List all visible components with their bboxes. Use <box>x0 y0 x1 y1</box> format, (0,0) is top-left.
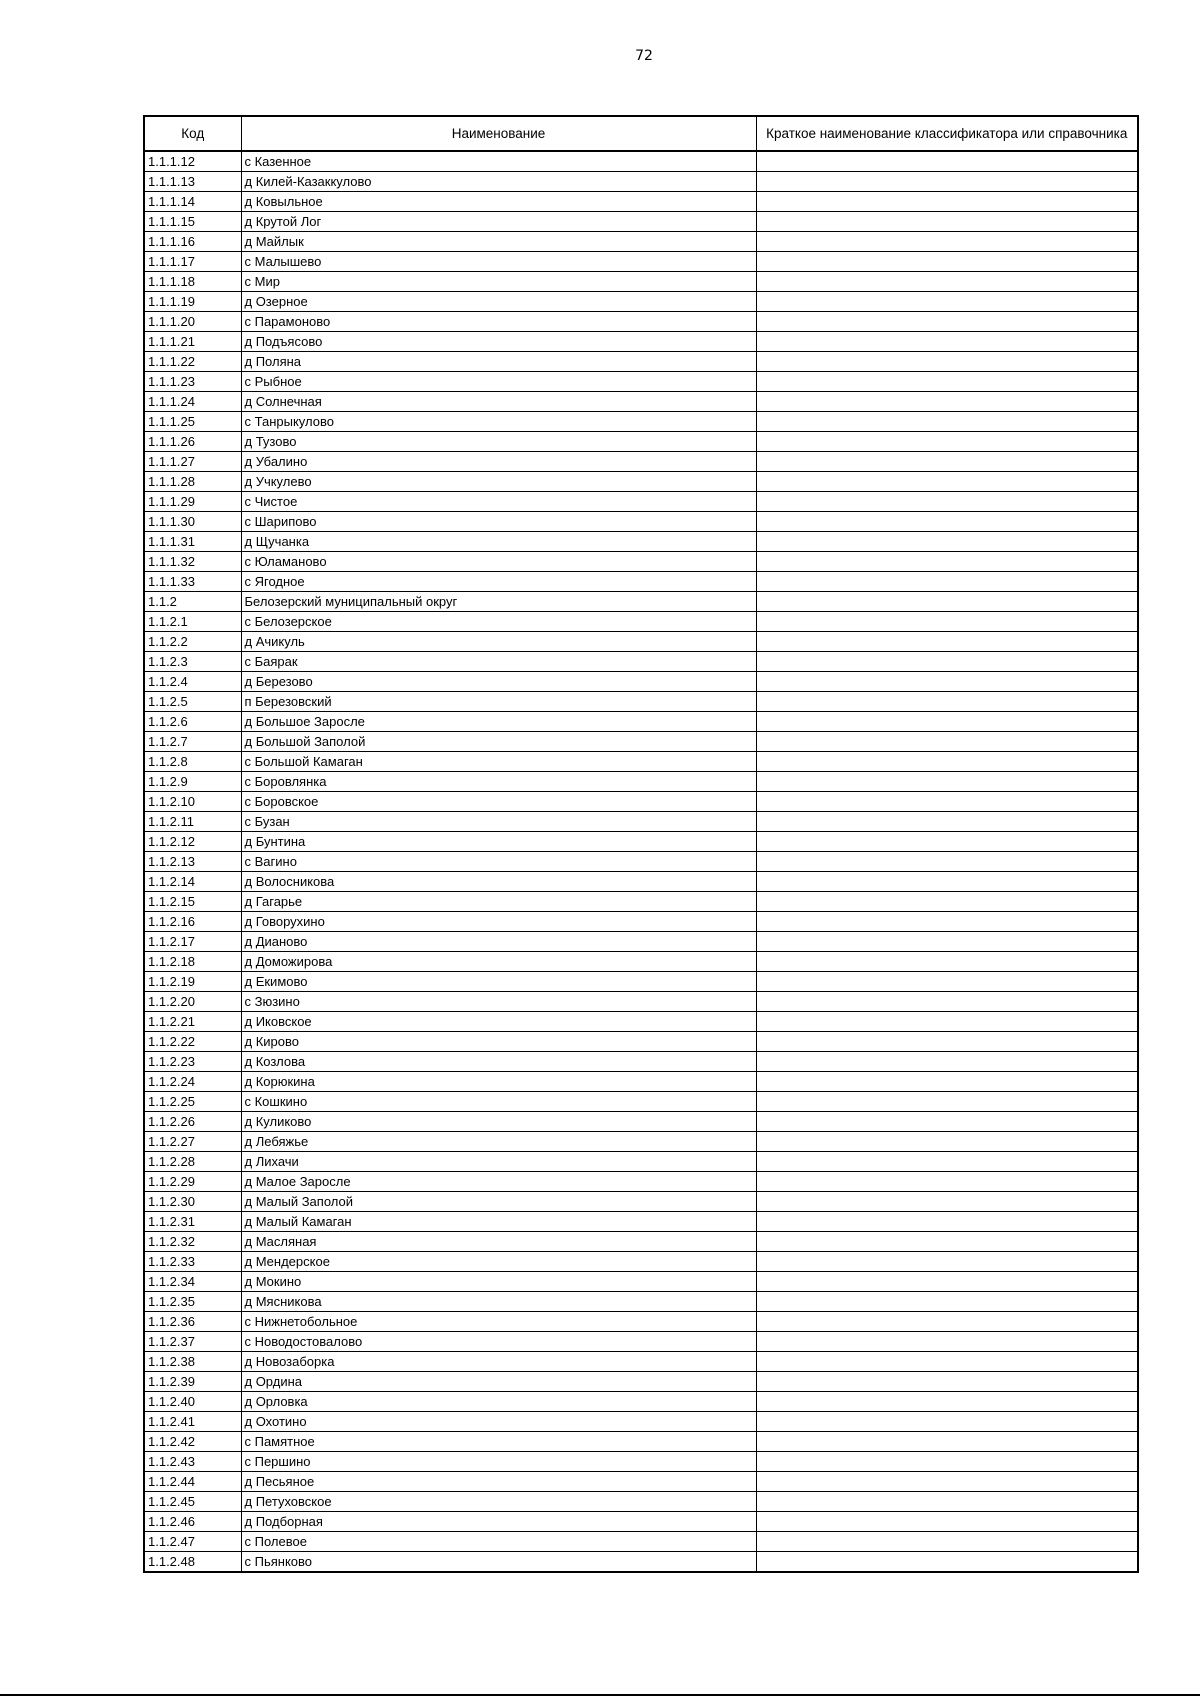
cell-name: д Малый Камаган <box>241 1212 756 1232</box>
cell-name: д Мокино <box>241 1272 756 1292</box>
cell-short-name <box>756 1172 1138 1192</box>
cell-short-name <box>756 1192 1138 1212</box>
table-row <box>144 432 1138 452</box>
cell-short-name <box>756 172 1138 192</box>
cell-name: д Кирово <box>241 1032 756 1052</box>
table-row <box>144 752 1138 772</box>
table-row <box>144 1312 1138 1332</box>
cell-name: д Ковыльное <box>241 192 756 212</box>
cell-code: 1.1.2.14 <box>144 872 241 892</box>
table-row <box>144 632 1138 652</box>
table-header <box>144 116 1138 151</box>
cell-short-name <box>756 592 1138 612</box>
cell-code: 1.1.2.5 <box>144 692 241 712</box>
cell-name: д Щучанка <box>241 532 756 552</box>
cell-short-name <box>756 1232 1138 1252</box>
cell-name: д Иковское <box>241 1012 756 1032</box>
table-row <box>144 692 1138 712</box>
table-row <box>144 352 1138 372</box>
cell-name: с Памятное <box>241 1432 756 1452</box>
cell-code: 1.1.1.27 <box>144 452 241 472</box>
cell-code: 1.1.1.20 <box>144 312 241 332</box>
table-row <box>144 1272 1138 1292</box>
cell-name: д Петуховское <box>241 1492 756 1512</box>
cell-name: д Гагарье <box>241 892 756 912</box>
table-row <box>144 1492 1138 1512</box>
cell-name: д Малое Заросле <box>241 1172 756 1192</box>
column-header-short-name: Краткое наименование классификатора или справочника <box>756 116 1138 151</box>
cell-name: д Убалино <box>241 452 756 472</box>
cell-code: 1.1.2.26 <box>144 1112 241 1132</box>
cell-name: с Пьянково <box>241 1552 756 1573</box>
table-row <box>144 1532 1138 1552</box>
cell-name: с Шарипово <box>241 512 756 532</box>
table-body <box>144 151 1138 1572</box>
cell-code: 1.1.2.38 <box>144 1352 241 1372</box>
cell-name: д Доможирова <box>241 952 756 972</box>
cell-short-name <box>756 972 1138 992</box>
cell-code: 1.1.1.18 <box>144 272 241 292</box>
cell-code: 1.1.2.7 <box>144 732 241 752</box>
cell-name: с Танрыкулово <box>241 412 756 432</box>
cell-short-name <box>756 1532 1138 1552</box>
table-row <box>144 1032 1138 1052</box>
cell-short-name <box>756 952 1138 972</box>
cell-short-name <box>756 632 1138 652</box>
cell-short-name <box>756 372 1138 392</box>
cell-code: 1.1.2.27 <box>144 1132 241 1152</box>
cell-short-name <box>756 1312 1138 1332</box>
cell-short-name <box>756 932 1138 952</box>
table-row <box>144 912 1138 932</box>
cell-short-name <box>756 1212 1138 1232</box>
table-row <box>144 292 1138 312</box>
table-row <box>144 532 1138 552</box>
cell-short-name <box>756 832 1138 852</box>
cell-name: с Парамоново <box>241 312 756 332</box>
cell-code: 1.1.1.12 <box>144 151 241 172</box>
cell-name: д Екимово <box>241 972 756 992</box>
cell-short-name <box>756 992 1138 1012</box>
cell-name: д Солнечная <box>241 392 756 412</box>
cell-short-name <box>756 432 1138 452</box>
cell-name: с Зюзино <box>241 992 756 1012</box>
cell-name: д Новозаборка <box>241 1352 756 1372</box>
cell-short-name <box>756 872 1138 892</box>
cell-name: д Крутой Лог <box>241 212 756 232</box>
table-row <box>144 472 1138 492</box>
table-row <box>144 832 1138 852</box>
table-row <box>144 252 1138 272</box>
cell-name: д Ордина <box>241 1372 756 1392</box>
cell-code: 1.1.2.10 <box>144 792 241 812</box>
cell-short-name <box>756 1332 1138 1352</box>
cell-code: 1.1.2.41 <box>144 1412 241 1432</box>
cell-short-name <box>756 1092 1138 1112</box>
cell-name: с Рыбное <box>241 372 756 392</box>
cell-short-name <box>756 512 1138 532</box>
cell-code: 1.1.2.29 <box>144 1172 241 1192</box>
cell-code: 1.1.1.33 <box>144 572 241 592</box>
cell-name: д Куликово <box>241 1112 756 1132</box>
cell-short-name <box>756 1032 1138 1052</box>
cell-short-name <box>756 1472 1138 1492</box>
table-row <box>144 1452 1138 1472</box>
cell-code: 1.1.2.13 <box>144 852 241 872</box>
table-row <box>144 1292 1138 1312</box>
table-row <box>144 652 1138 672</box>
cell-code: 1.1.2.35 <box>144 1292 241 1312</box>
cell-short-name <box>756 332 1138 352</box>
page-number: 72 <box>635 48 653 64</box>
cell-short-name <box>756 312 1138 332</box>
cell-short-name <box>756 1432 1138 1452</box>
table-row <box>144 1232 1138 1252</box>
cell-name: д Бунтина <box>241 832 756 852</box>
table-row <box>144 672 1138 692</box>
table-row <box>144 572 1138 592</box>
table-row <box>144 952 1138 972</box>
cell-short-name <box>756 1392 1138 1412</box>
table-row <box>144 992 1138 1012</box>
table-row <box>144 392 1138 412</box>
cell-name: д Большой Заполой <box>241 732 756 752</box>
cell-short-name <box>756 812 1138 832</box>
table-row <box>144 452 1138 472</box>
cell-short-name <box>756 1492 1138 1512</box>
cell-code: 1.1.2.43 <box>144 1452 241 1472</box>
table-row <box>144 1132 1138 1152</box>
classifier-table <box>143 115 1139 1573</box>
cell-short-name <box>756 1012 1138 1032</box>
cell-name: д Мендерское <box>241 1252 756 1272</box>
table-row <box>144 1412 1138 1432</box>
cell-code: 1.1.1.24 <box>144 392 241 412</box>
cell-code: 1.1.1.30 <box>144 512 241 532</box>
table-row <box>144 972 1138 992</box>
table-row <box>144 712 1138 732</box>
cell-code: 1.1.2.20 <box>144 992 241 1012</box>
cell-short-name <box>756 892 1138 912</box>
cell-code: 1.1.2.45 <box>144 1492 241 1512</box>
column-header-name: Наименование <box>241 116 756 151</box>
cell-code: 1.1.2.44 <box>144 1472 241 1492</box>
cell-name: с Бузан <box>241 812 756 832</box>
cell-code: 1.1.1.28 <box>144 472 241 492</box>
table-row <box>144 1432 1138 1452</box>
cell-name: д Подъясово <box>241 332 756 352</box>
cell-short-name <box>756 392 1138 412</box>
cell-code: 1.1.1.31 <box>144 532 241 552</box>
cell-name: д Малый Заполой <box>241 1192 756 1212</box>
cell-name: д Волосникова <box>241 872 756 892</box>
cell-code: 1.1.1.15 <box>144 212 241 232</box>
cell-code: 1.1.1.21 <box>144 332 241 352</box>
cell-code: 1.1.2.11 <box>144 812 241 832</box>
table-header-row <box>144 116 1138 151</box>
cell-code: 1.1.2.31 <box>144 1212 241 1232</box>
table-row <box>144 372 1138 392</box>
cell-code: 1.1.1.26 <box>144 432 241 452</box>
cell-name: д Ачикуль <box>241 632 756 652</box>
cell-short-name <box>756 352 1138 372</box>
table-row <box>144 892 1138 912</box>
cell-code: 1.1.2.36 <box>144 1312 241 1332</box>
cell-short-name <box>756 272 1138 292</box>
cell-short-name <box>756 532 1138 552</box>
cell-short-name <box>756 492 1138 512</box>
cell-name: д Учкулево <box>241 472 756 492</box>
cell-code: 1.1.2.8 <box>144 752 241 772</box>
cell-code: 1.1.2.47 <box>144 1532 241 1552</box>
cell-code: 1.1.2.17 <box>144 932 241 952</box>
cell-name: д Говорухино <box>241 912 756 932</box>
cell-short-name <box>756 652 1138 672</box>
cell-code: 1.1.2.33 <box>144 1252 241 1272</box>
cell-code: 1.1.2.39 <box>144 1372 241 1392</box>
cell-name: д Большое Заросле <box>241 712 756 732</box>
cell-short-name <box>756 1372 1138 1392</box>
cell-code: 1.1.1.14 <box>144 192 241 212</box>
cell-code: 1.1.1.32 <box>144 552 241 572</box>
table-row <box>144 1352 1138 1372</box>
table-row <box>144 1152 1138 1172</box>
cell-code: 1.1.1.17 <box>144 252 241 272</box>
cell-code: 1.1.2.6 <box>144 712 241 732</box>
cell-name: д Охотино <box>241 1412 756 1432</box>
cell-name: с Новодостовалово <box>241 1332 756 1352</box>
cell-short-name <box>756 412 1138 432</box>
cell-name: с Боровское <box>241 792 756 812</box>
table-row <box>144 1332 1138 1352</box>
cell-code: 1.1.2.9 <box>144 772 241 792</box>
table-row <box>144 1092 1138 1112</box>
cell-code: 1.1.2.22 <box>144 1032 241 1052</box>
cell-name: с Полевое <box>241 1532 756 1552</box>
table-row <box>144 932 1138 952</box>
cell-short-name <box>756 1052 1138 1072</box>
cell-code: 1.1.2.23 <box>144 1052 241 1072</box>
cell-code: 1.1.2.28 <box>144 1152 241 1172</box>
cell-name: д Лебяжье <box>241 1132 756 1152</box>
table-row <box>144 1552 1138 1573</box>
cell-code: 1.1.2.1 <box>144 612 241 632</box>
cell-name: с Белозерское <box>241 612 756 632</box>
cell-name: с Баярак <box>241 652 756 672</box>
cell-code: 1.1.2.40 <box>144 1392 241 1412</box>
cell-code: 1.1.2.25 <box>144 1092 241 1112</box>
table-row <box>144 1172 1138 1192</box>
table-row <box>144 792 1138 812</box>
cell-short-name <box>756 292 1138 312</box>
cell-short-name <box>756 1112 1138 1132</box>
cell-name: д Подборная <box>241 1512 756 1532</box>
cell-short-name <box>756 752 1138 772</box>
table-row <box>144 772 1138 792</box>
table-row <box>144 1252 1138 1272</box>
table-row <box>144 1372 1138 1392</box>
table-row <box>144 272 1138 292</box>
cell-name: д Лихачи <box>241 1152 756 1172</box>
cell-short-name <box>756 192 1138 212</box>
table-row <box>144 852 1138 872</box>
table-row <box>144 412 1138 432</box>
cell-code: 1.1.2.24 <box>144 1072 241 1092</box>
cell-code: 1.1.2.30 <box>144 1192 241 1212</box>
table-row <box>144 332 1138 352</box>
cell-code: 1.1.2.21 <box>144 1012 241 1032</box>
cell-code: 1.1.2.19 <box>144 972 241 992</box>
bottom-rule <box>0 1694 1200 1696</box>
cell-code: 1.1.1.25 <box>144 412 241 432</box>
cell-short-name <box>756 792 1138 812</box>
table-row <box>144 192 1138 212</box>
cell-code: 1.1.1.13 <box>144 172 241 192</box>
cell-name: д Килей-Казаккулово <box>241 172 756 192</box>
table-row <box>144 1392 1138 1412</box>
cell-short-name <box>756 912 1138 932</box>
cell-name: д Козлова <box>241 1052 756 1072</box>
cell-short-name <box>756 252 1138 272</box>
cell-code: 1.1.2.16 <box>144 912 241 932</box>
cell-short-name <box>756 552 1138 572</box>
cell-name: с Малышево <box>241 252 756 272</box>
cell-code: 1.1.2.46 <box>144 1512 241 1532</box>
cell-name: с Большой Камаган <box>241 752 756 772</box>
table-row <box>144 232 1138 252</box>
cell-code: 1.1.2.34 <box>144 1272 241 1292</box>
table-row <box>144 732 1138 752</box>
cell-name: с Боровлянка <box>241 772 756 792</box>
table-row <box>144 552 1138 572</box>
cell-short-name <box>756 572 1138 592</box>
cell-short-name <box>756 692 1138 712</box>
cell-short-name <box>756 672 1138 692</box>
cell-short-name <box>756 452 1138 472</box>
cell-short-name <box>756 1132 1138 1152</box>
cell-name: д Майлык <box>241 232 756 252</box>
cell-code: 1.1.2.3 <box>144 652 241 672</box>
table-row <box>144 1472 1138 1492</box>
cell-name: д Масляная <box>241 1232 756 1252</box>
table-row <box>144 872 1138 892</box>
cell-code: 1.1.2.2 <box>144 632 241 652</box>
table-row <box>144 1052 1138 1072</box>
cell-code: 1.1.1.19 <box>144 292 241 312</box>
cell-name: д Корюкина <box>241 1072 756 1092</box>
cell-short-name <box>756 1412 1138 1432</box>
cell-code: 1.1.2.15 <box>144 892 241 912</box>
cell-short-name <box>756 1252 1138 1272</box>
cell-name: с Кошкино <box>241 1092 756 1112</box>
table-row <box>144 1012 1138 1032</box>
cell-short-name <box>756 712 1138 732</box>
table-row <box>144 1212 1138 1232</box>
cell-code: 1.1.1.29 <box>144 492 241 512</box>
cell-name: с Мир <box>241 272 756 292</box>
cell-name: д Поляна <box>241 352 756 372</box>
cell-short-name <box>756 1292 1138 1312</box>
cell-code: 1.1.2.48 <box>144 1552 241 1573</box>
cell-short-name <box>756 1072 1138 1092</box>
cell-code: 1.1.1.22 <box>144 352 241 372</box>
cell-name: д Озерное <box>241 292 756 312</box>
cell-name: п Березовский <box>241 692 756 712</box>
cell-short-name <box>756 1352 1138 1372</box>
cell-code: 1.1.2.42 <box>144 1432 241 1452</box>
table-row <box>144 592 1138 612</box>
cell-code: 1.1.2 <box>144 592 241 612</box>
cell-name: д Березово <box>241 672 756 692</box>
table-row <box>144 212 1138 232</box>
cell-name: д Песьяное <box>241 1472 756 1492</box>
table-row <box>144 312 1138 332</box>
cell-code: 1.1.2.18 <box>144 952 241 972</box>
cell-short-name <box>756 1452 1138 1472</box>
cell-code: 1.1.2.4 <box>144 672 241 692</box>
table-row <box>144 812 1138 832</box>
cell-short-name <box>756 1512 1138 1532</box>
cell-name: с Казенное <box>241 151 756 172</box>
table-row <box>144 172 1138 192</box>
cell-name: с Вагино <box>241 852 756 872</box>
cell-short-name <box>756 1152 1138 1172</box>
table-row <box>144 1512 1138 1532</box>
cell-short-name <box>756 732 1138 752</box>
table-row <box>144 1112 1138 1132</box>
table-row <box>144 492 1138 512</box>
cell-name: с Першино <box>241 1452 756 1472</box>
cell-short-name <box>756 1552 1138 1573</box>
cell-short-name <box>756 772 1138 792</box>
cell-short-name <box>756 612 1138 632</box>
cell-code: 1.1.2.32 <box>144 1232 241 1252</box>
cell-name: д Тузово <box>241 432 756 452</box>
cell-code: 1.1.1.23 <box>144 372 241 392</box>
cell-name: с Чистое <box>241 492 756 512</box>
cell-short-name <box>756 212 1138 232</box>
cell-name: д Дианово <box>241 932 756 952</box>
cell-code: 1.1.1.16 <box>144 232 241 252</box>
cell-name: Белозерский муниципальный округ <box>241 592 756 612</box>
cell-code: 1.1.2.12 <box>144 832 241 852</box>
column-header-code: Код <box>144 116 241 151</box>
cell-short-name <box>756 1272 1138 1292</box>
cell-name: д Орловка <box>241 1392 756 1412</box>
cell-name: с Нижнетобольное <box>241 1312 756 1332</box>
cell-name: д Мясникова <box>241 1292 756 1312</box>
cell-short-name <box>756 232 1138 252</box>
cell-code: 1.1.2.37 <box>144 1332 241 1352</box>
cell-short-name <box>756 852 1138 872</box>
cell-short-name <box>756 151 1138 172</box>
cell-name: с Юламаново <box>241 552 756 572</box>
table-row <box>144 1192 1138 1212</box>
cell-short-name <box>756 472 1138 492</box>
table-row <box>144 512 1138 532</box>
cell-name: с Ягодное <box>241 572 756 592</box>
table-row <box>144 151 1138 172</box>
table-row <box>144 1072 1138 1092</box>
table-row <box>144 612 1138 632</box>
